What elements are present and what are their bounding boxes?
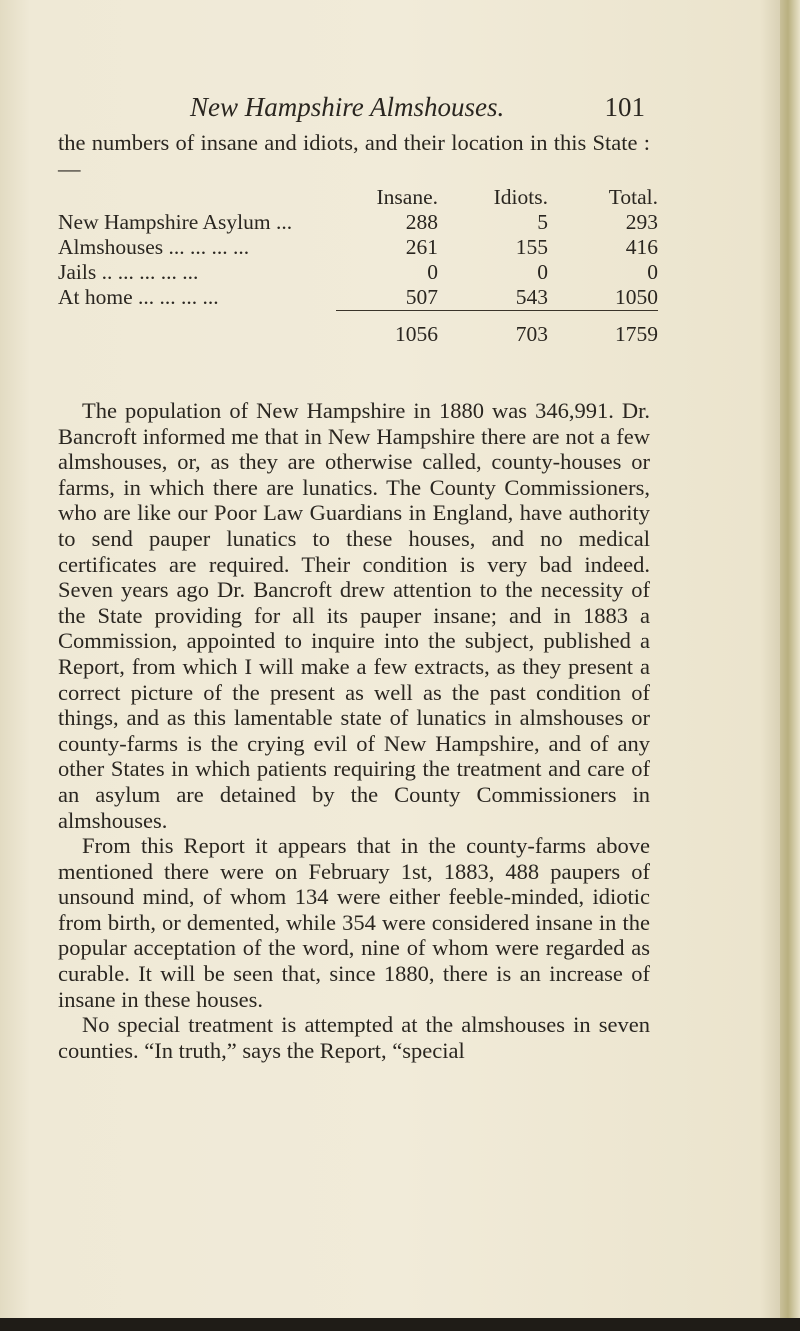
grand-total: 1759	[615, 322, 658, 346]
totals-row	[58, 311, 658, 348]
idiots-value: 155	[515, 235, 548, 259]
column-header-insane: Insane.	[376, 185, 438, 209]
column-header-total: Total.	[608, 185, 658, 209]
table-row	[58, 260, 658, 285]
idiots-value: 5	[537, 210, 548, 234]
page-header	[190, 92, 645, 128]
total-value: 416	[625, 235, 658, 259]
insane-idiots-table	[58, 185, 658, 347]
page-edge	[780, 0, 800, 1331]
insane-total: 1056	[395, 322, 438, 346]
paragraph: No special treatment is attempted at the almshouses in seven counties. “In truth,” says the Report, “special	[58, 1012, 650, 1063]
column-header-idiots: Idiots.	[493, 185, 548, 209]
insane-value: 261	[405, 235, 438, 259]
scan-border	[0, 1318, 800, 1331]
row-label: Jails .. ... ... ... ...	[58, 260, 199, 284]
paragraph: From this Report it appears that in the county-farms above mentioned there were on February 1st, 1883, 488 paupers of unsound mind, of whom 134 were either feeble-minded, idiotic from birth, or demented, while 354 were considered insane in the popular acceptation of the word, nine of whom were regarded as curable. It will be seen that, since 1880, there is an increase of insane in these houses.	[58, 833, 650, 1012]
totals-label-blank	[58, 311, 336, 348]
running-title: New Hampshire Almshouses.	[190, 92, 505, 122]
insane-value: 0	[427, 260, 438, 284]
paragraph: The population of New Hampshire in 1880 was 346,991. Dr. Bancroft informed me that in New Hampshire there are not a few almshouses, or, as they are otherwise called, county-houses or farms, in which there are lunatics. The County Commissioners, who are like our Poor Law Guardians in England, have authority to send pauper lunatics to these houses, and no medical certificates are required. Their condition is very bad indeed. Seven years ago Dr. Bancroft drew attention to the necessity of the State providing for all its pauper insane; and in 1883 a Commission, appointed to inquire into the subject, published a Report, from which I will make a few extracts, as they present a correct picture of the present as well as the past condition of things, and as this lamentable state of lunatics in almshouses or county-farms is the crying evil of New Hampshire, and of any other States in which patients requiring the treatment and care of an asylum are detained by the County Commissioners in almshouses.	[58, 398, 650, 833]
table-row	[58, 235, 658, 260]
total-value: 293	[625, 210, 658, 234]
total-value: 1050	[548, 285, 658, 311]
idiots-total: 703	[515, 322, 548, 346]
insane-value: 288	[405, 210, 438, 234]
row-label: Almshouses ... ... ... ...	[58, 235, 250, 259]
intro-paragraph: the numbers of insane and idiots, and their location in this State :—	[58, 130, 650, 181]
table-header-blank	[58, 185, 336, 210]
insane-value: 507	[336, 285, 438, 311]
table-row	[58, 210, 658, 235]
idiots-value: 0	[537, 260, 548, 284]
table-row	[58, 285, 658, 311]
total-value: 0	[647, 260, 658, 284]
row-label: New Hampshire Asylum ...	[58, 210, 293, 234]
idiots-value: 543	[438, 285, 548, 311]
body-text	[58, 398, 650, 1063]
page-number: 101	[604, 92, 645, 122]
intro-text	[58, 130, 650, 181]
row-label: At home ... ... ... ...	[58, 285, 219, 310]
table-header-row	[58, 185, 658, 210]
